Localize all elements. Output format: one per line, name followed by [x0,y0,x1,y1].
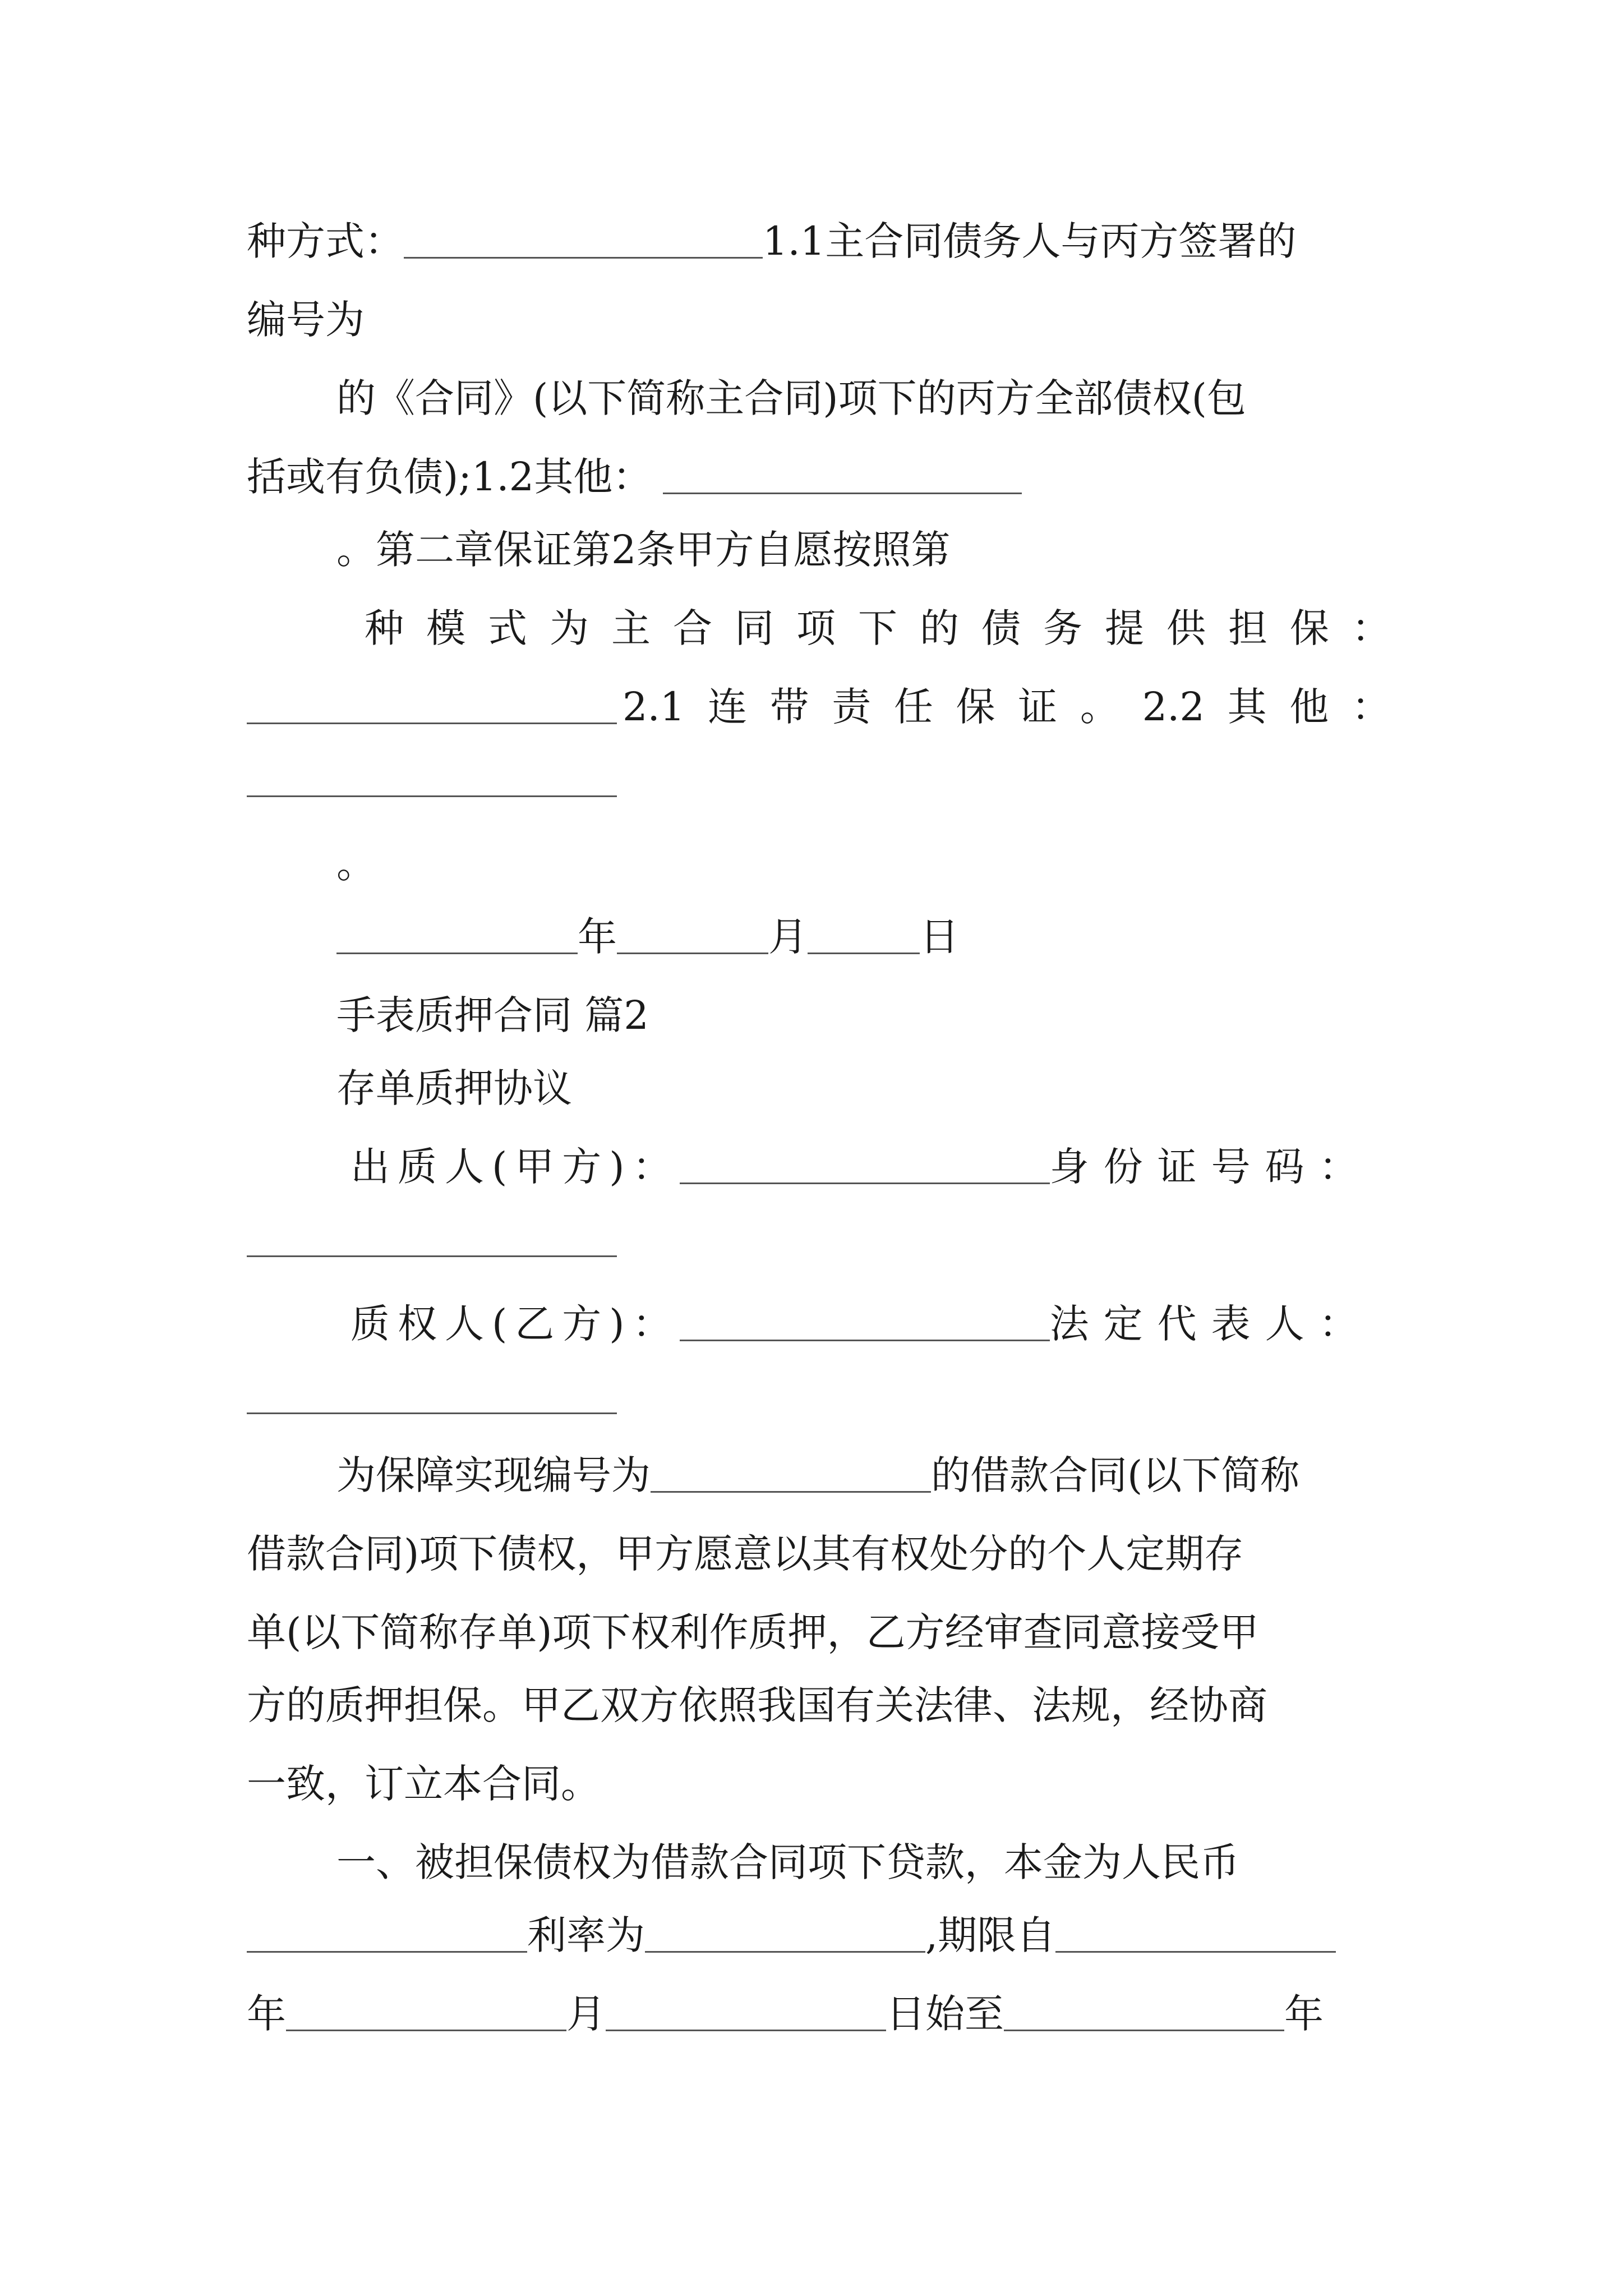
char: 2.1 [623,684,685,730]
text-line: 一致，订立本合同。 [247,1761,600,1807]
char: 务 [1043,605,1082,651]
text-line: 。 [336,841,376,887]
fill-blank [404,213,763,259]
id-label: 身份证号码： [1049,1144,1373,1190]
text-line [247,1369,1391,1425]
text-line [247,752,1391,808]
char: 连 [707,684,747,730]
char: 合 [673,605,712,651]
text-segment: 1.1主合同债务人与丙方签署的 [763,218,1297,264]
char: 下 [858,605,897,651]
char: 模 [426,605,465,651]
text-line: 借款合同)项下债权，甲方愿意以其有权处分的个人定期存 [247,1531,1244,1577]
text-line [247,213,1391,269]
text-line: 的《合同》(以下简称主合同)项下的丙方全部债权(包 [336,375,1246,421]
text-line [336,1447,1391,1503]
text-segment: 月 [566,1991,606,2037]
fill-blank [606,1986,886,2031]
char: 2.2 [1142,684,1205,730]
month-blank [617,909,768,954]
fill-blank [1004,1986,1284,2031]
char: 提 [1105,605,1144,651]
text-line [247,1907,1391,1963]
text-line: 。第二章保证第2条甲方自愿按照第 [336,527,951,573]
day-label: 日 [920,914,959,960]
text-line: 编号为 [247,297,365,343]
text-line: 单(以下简称存单)项下权利作质押，乙方经审查同意接受甲 [247,1609,1259,1655]
text-segment: 年 [247,1991,286,2037]
char: 带 [769,684,809,730]
text-segment: 年 [1284,1991,1324,2037]
fill-blank [651,1447,931,1493]
text-line [247,679,1391,735]
text-segment: 的借款合同(以下简称 [931,1452,1300,1498]
day-blank [808,909,920,954]
fill-blank [286,1986,566,2031]
fill-blank [247,752,617,797]
text-segment: 利率为 [527,1912,645,1958]
char: 保 [956,684,995,730]
text-line [247,1986,1391,2042]
text-segment: 种方式： [247,218,404,264]
fill-blank [663,449,1022,494]
char: 项 [796,605,836,651]
char: ： [1351,684,1391,730]
text-segment: 为保障实现编号为 [336,1452,651,1498]
date-line [336,909,1391,965]
fill-blank [680,1139,1050,1184]
year-blank [336,909,578,954]
pledgee-line [351,1296,1391,1352]
fill-blank [247,1212,617,1257]
char: 。 [1080,684,1119,730]
fill-blank [247,679,617,724]
year-label: 年 [578,914,617,960]
char: 担 [1228,605,1267,651]
char: 供 [1166,605,1206,651]
char: 他 [1289,684,1329,730]
fill-blank [247,1369,617,1414]
pledgee-label: 质权人(乙方)： [351,1301,680,1347]
text-line [247,1212,1391,1268]
justified-line [365,600,1391,656]
char: 为 [550,605,589,651]
pledgor-line [351,1139,1391,1195]
month-label: 月 [768,914,808,960]
char: 债 [981,605,1021,651]
char: 的 [920,605,959,651]
rep-label: 法定代表人： [1049,1301,1373,1347]
section-title: 手表质押合同 篇2 [336,992,649,1038]
char: 任 [893,684,933,730]
char: ： [1352,605,1391,651]
char: 同 [735,605,774,651]
fill-blank [247,1907,527,1953]
justified-line [623,679,1391,735]
char: 证 [1018,684,1058,730]
char: 其 [1227,684,1267,730]
text-line [247,449,1391,505]
text-line: 一、被担保债权为借款合同项下贷款，本金为人民币 [336,1839,1239,1885]
text-segment: 日始至 [886,1991,1004,2037]
text-line: 方的质押担保。甲乙双方依照我国有关法律、法规，经协商 [247,1682,1267,1728]
agreement-title: 存单质押协议 [336,1065,572,1111]
char: 责 [832,684,872,730]
char: 种 [365,605,404,651]
fill-blank [645,1907,925,1953]
fill-blank [1055,1907,1336,1953]
char: 保 [1290,605,1329,651]
char: 主 [611,605,651,651]
text-segment: 括或有负债);1.2其他： [247,454,652,500]
text-segment: ,期限自 [925,1912,1056,1958]
fill-blank [680,1296,1050,1341]
pledgor-label: 出质人(甲方)： [351,1144,680,1190]
char: 式 [488,605,527,651]
